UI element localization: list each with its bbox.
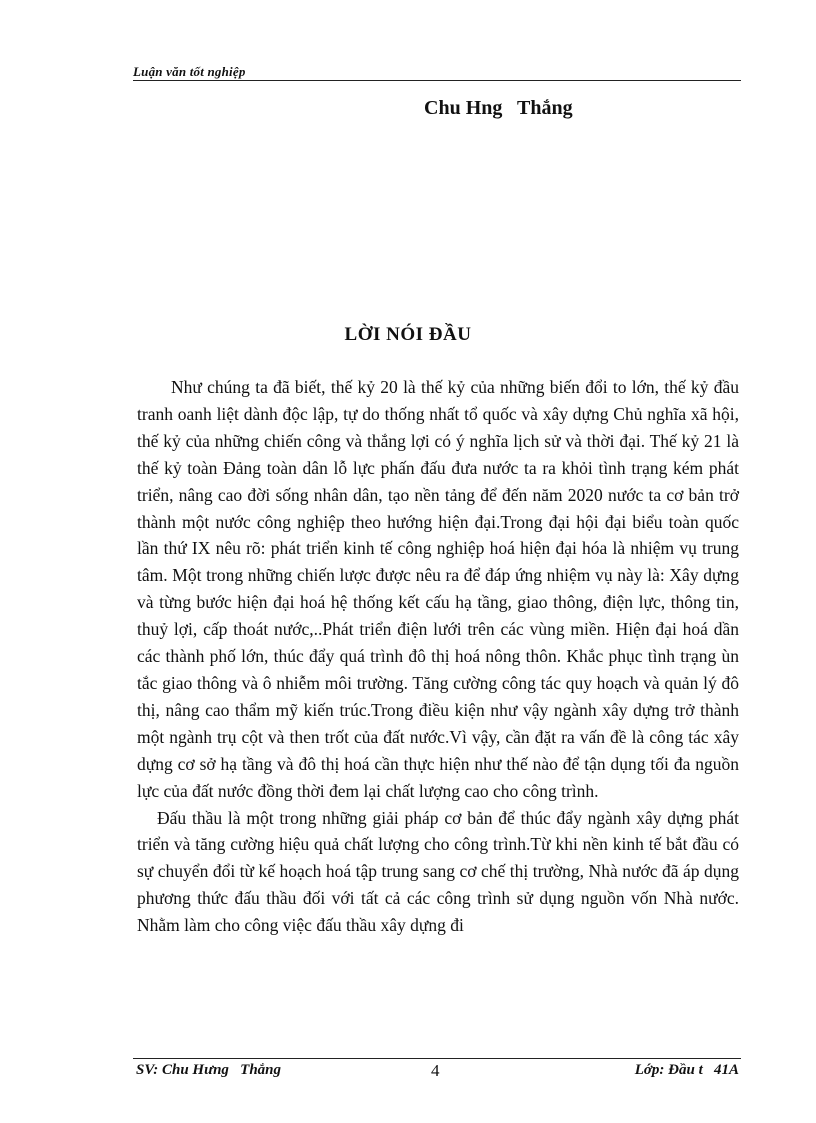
page-footer [133,1059,741,1081]
paragraph-1: Như chúng ta đã biết, thế kỷ 20 là thế kỷ của những biến đổi to lớn, thế kỷ đầu tranh oanh liệt dành độc lập, tự do thống nhất tổ quốc và xây dựng Chủ nghĩa xã hội, thế kỷ của những chiến công và thắng lợi có ý nghĩa lịch sử và thời đại. Thế kỷ 21 là thế kỷ toàn Đảng toàn dân lỗ lực phấn đấu đưa nước ta ra khỏi tình trạng kém phát triển, nâng cao đời sống nhân dân, tạo nền tảng để đến năm 2020 nước ta cơ bản trở thành một nước công nghiệp theo hướng hiện đại.Trong đại hội đại biểu toàn quốc lần thứ IX nêu rõ: phát triển kinh tế công nghiệp hoá hiện đại hóa là nhiệm vụ trung tâm. Một trong những chiến lược được nêu ra để đáp ứng nhiệm vụ này là: Xây dựng và từng bước hiện đại hoá hệ thống kết cấu hạ tầng, giao thông, điện lực, thông tin, thuỷ lợi, cấp thoát nước,..Phát triển điện lưới trên các vùng miền. Hiện đại hoá dần các thành phố lớn, thúc đẩy quá trình đô thị hoá nông thôn. Khắc phục tình trạng ùn tắc giao thông và ô nhiễm môi trường. Tăng cường công tác quy hoạch và quản lý đô thị, nâng cao thẩm mỹ kiến trúc.Trong điều kiện như vậy ngành xây dựng trở thành một ngành trụ cột và then trốt của đất nước.Vì vậy, cần đặt ra vấn đề là công tác xây dựng cơ sở hạ tầng và đô thị hoá cần thực hiện như thế nào để tận dụng tối đa nguồn lực của đất nước đồng thời đem lại chất lượng cao cho công trình. [137,377,739,801]
author-name: Chu Hng Thắng [424,97,573,119]
footer-class: Lớp: Đầu t 41A [634,1062,739,1078]
page-title: LỜI NÓI ĐẦU [344,324,472,345]
running-header: Luận văn tốt nghiệp [133,64,246,79]
footer-student: SV: Chu Hưng Thắng [136,1062,282,1078]
page-number: 4 [431,1061,440,1080]
header-divider [133,80,741,81]
body-text [137,374,739,939]
paragraph-2: Đấu thầu là một trong những giải pháp cơ bản để thúc đẩy ngành xây dựng phát triển và tăng cường hiệu quả chất lượng cho công trình.Từ khi nền kinh tế bắt đầu có sự chuyển đổi từ kế hoạch hoá tập trung sang cơ chế thị trường, Nhà nước đã áp dụng phương thức đấu thầu đối với tất cả các công trình sử dụng nguồn vốn Nhà nước. Nhằm làm cho công việc đấu thầu xây dựng đi [137,807,739,936]
